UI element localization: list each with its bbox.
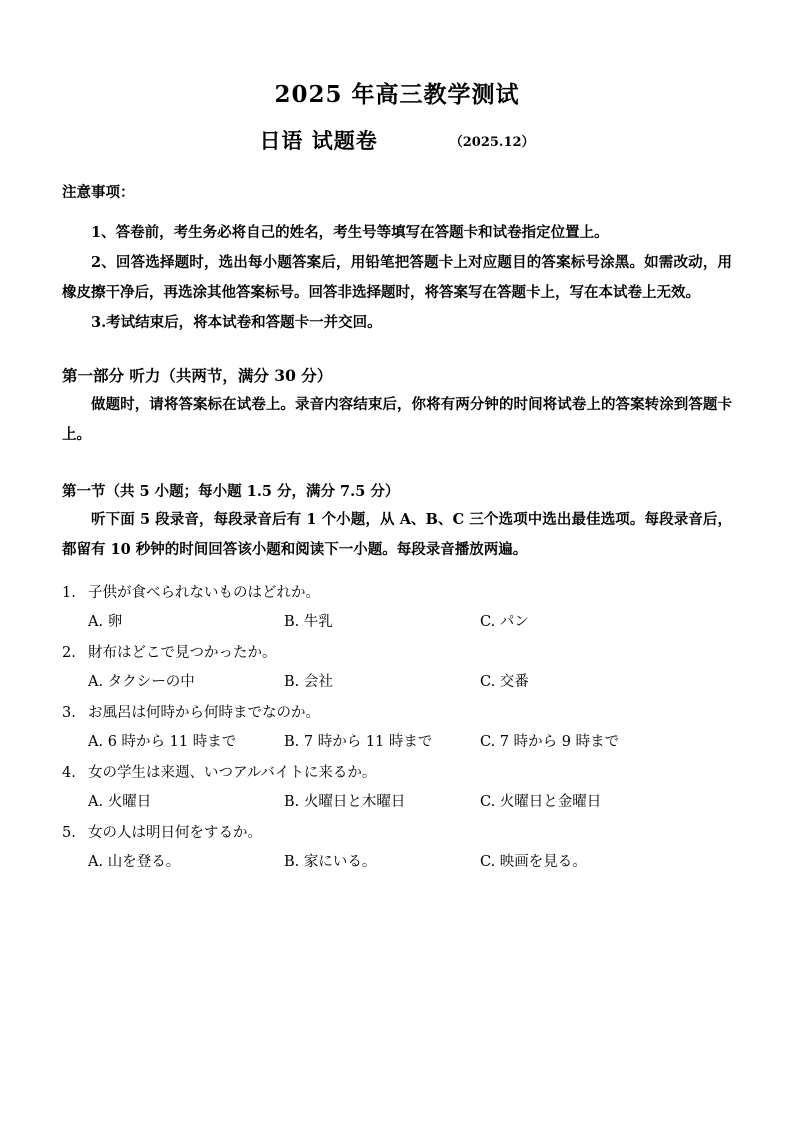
question-text: お風呂は何時から何時までなのか。 <box>88 705 320 721</box>
page-title: 2025 年高三教学测试 <box>274 81 520 108</box>
option-c[interactable]: C. パン <box>480 614 529 630</box>
part-one-heading: 第一部分 听力（共两节，满分 30 分） <box>62 366 333 385</box>
question-text: 子供が食べられないものはどれか。 <box>88 585 320 601</box>
option-a[interactable]: A. タクシーの中 <box>88 674 195 690</box>
notice-item: 1、答卷前，考生务必将自己的姓名，考生号等填写在答题卡和试卷指定位置上。 <box>91 224 609 241</box>
question-options <box>62 788 732 817</box>
section-one-intro: 听下面 5 段录音，每段录音后有 1 个小题，从 A、B、C 三个选项中选出最佳选项。每段录音后，都留有 10 秒钟的时间回答该小题和阅读下一小题。每段录音播放两遍。 <box>62 511 732 558</box>
question-options <box>62 608 732 637</box>
question-text: 女の人は明日何をするか。 <box>88 825 262 841</box>
question-number: 5. <box>62 825 76 841</box>
question-stem <box>62 699 732 728</box>
question-number: 1. <box>62 585 76 601</box>
question-stem <box>62 639 732 668</box>
part-one-intro: 做题时，请将答案标在试卷上。录音内容结束后，你将有两分钟的时间将试卷上的答案转涂到答题卡上。 <box>62 396 732 443</box>
question-stem <box>62 819 732 848</box>
option-b[interactable]: B. 7 時から 11 時まで <box>284 734 433 750</box>
option-b[interactable]: B. 会社 <box>284 674 333 690</box>
subject-title: 日语 试题卷 <box>259 128 378 153</box>
option-c[interactable]: C. 映画を見る。 <box>480 854 587 870</box>
subtitle-row <box>62 125 732 155</box>
section-one-heading: 第一节（共 5 小题；每小题 1.5 分，满分 7.5 分） <box>62 483 400 500</box>
question-number: 4. <box>62 765 76 781</box>
notice-item: 2、回答选择题时，选出每小题答案后，用铅笔把答题卡上对应题目的答案标号涂黑。如需改动，用橡皮擦干净后，再选涂其他答案标号。回答非选择题时，将答案写在答题卡上，写在本试卷上无效。 <box>62 254 732 301</box>
question-item <box>62 639 732 697</box>
notice-list <box>62 218 732 338</box>
option-a[interactable]: A. 山を登る。 <box>88 854 181 870</box>
option-b[interactable]: B. 火曜日と木曜日 <box>284 794 406 810</box>
exam-date: （2025.12） <box>449 135 535 150</box>
question-item <box>62 579 732 637</box>
question-text: 財布はどこで見つかったか。 <box>88 645 277 661</box>
question-number: 2. <box>62 645 76 661</box>
question-item <box>62 819 732 877</box>
option-c[interactable]: C. 火曜日と金曜日 <box>480 794 602 810</box>
option-a[interactable]: A. 火曜日 <box>88 794 152 810</box>
question-item <box>62 699 732 757</box>
question-stem <box>62 759 732 788</box>
option-b[interactable]: B. 牛乳 <box>284 614 333 630</box>
question-options <box>62 728 732 757</box>
option-b[interactable]: B. 家にいる。 <box>284 854 377 870</box>
notice-item: 3.考试结束后，将本试卷和答题卡一并交回。 <box>91 314 382 331</box>
question-list <box>62 579 732 877</box>
question-options <box>62 848 732 877</box>
option-c[interactable]: C. 交番 <box>480 674 529 690</box>
question-stem <box>62 579 732 608</box>
question-options <box>62 668 732 697</box>
question-text: 女の学生は来週、いつアルバイトに来るか。 <box>88 765 377 781</box>
option-a[interactable]: A. 6 時から 11 時まで <box>88 734 237 750</box>
option-c[interactable]: C. 7 時から 9 時まで <box>480 734 620 750</box>
option-a[interactable]: A. 卵 <box>88 614 123 630</box>
question-item <box>62 759 732 817</box>
question-number: 3. <box>62 705 76 721</box>
notice-heading: 注意事项： <box>62 184 135 201</box>
